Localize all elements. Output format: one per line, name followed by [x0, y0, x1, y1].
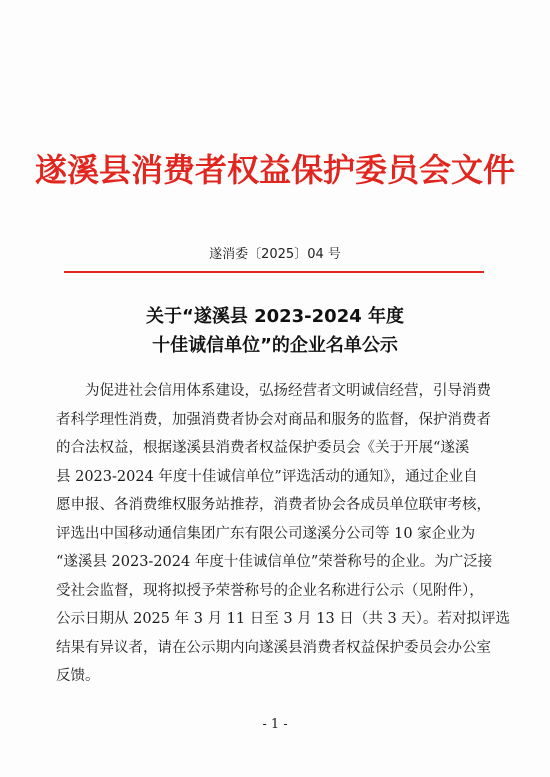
- document-title-line-1: 关于“遂溪县 2023-2024 年度: [145, 306, 405, 327]
- document-number: 遂消委〔2025〕04 号: [209, 247, 341, 262]
- document-title-line-2: 十佳诚信单位”的企业名单公示: [152, 335, 398, 356]
- body-line: 评选出中国移动通信集团广东有限公司遂溪分公司等 10 家企业为: [56, 525, 476, 542]
- body-line: 县 2023-2024 年度十佳诚信单位”评选活动的通知》，通过企业自: [56, 468, 478, 485]
- body-line: 者科学理性消费，加强消费者协会对商品和服务的监督，保护消费者: [56, 411, 491, 428]
- body-line: 反馈。: [56, 668, 100, 684]
- body-line: 公示日期从 2025 年 3 月 11 日至 3 月 13 日（共 3 天）。若对拟评选: [56, 611, 511, 627]
- body-line: 受社会监督，现将拟授予荣誉称号的企业名称进行公示（见附件），: [56, 582, 484, 599]
- body-line: 愿申报、各消费维权服务站推荐，消费者协会各成员单位联审考核，: [56, 497, 491, 513]
- body-line: 为促进社会信用体系建设，弘扬经营者文明诚信经营，引导消费: [56, 383, 491, 399]
- red-divider-line: [64, 271, 484, 273]
- document-title: [0, 302, 550, 360]
- body-paragraph: [56, 377, 511, 691]
- body-line: 的合法权益，根据遂溪县消费者权益保护委员会《关于开展“遂溪: [56, 440, 470, 456]
- issuer-header-title: 遂溪县消费者权益保护委员会文件: [34, 151, 515, 189]
- page-number: - 1 -: [262, 717, 288, 732]
- body-line: “遂溪县 2023-2024 年度十佳诚信单位”荣誉称号的企业。为广泛接: [56, 554, 493, 570]
- body-line: 结果有异议者，请在公示期内向遂溪县消费者权益保护委员会办公室: [56, 639, 491, 656]
